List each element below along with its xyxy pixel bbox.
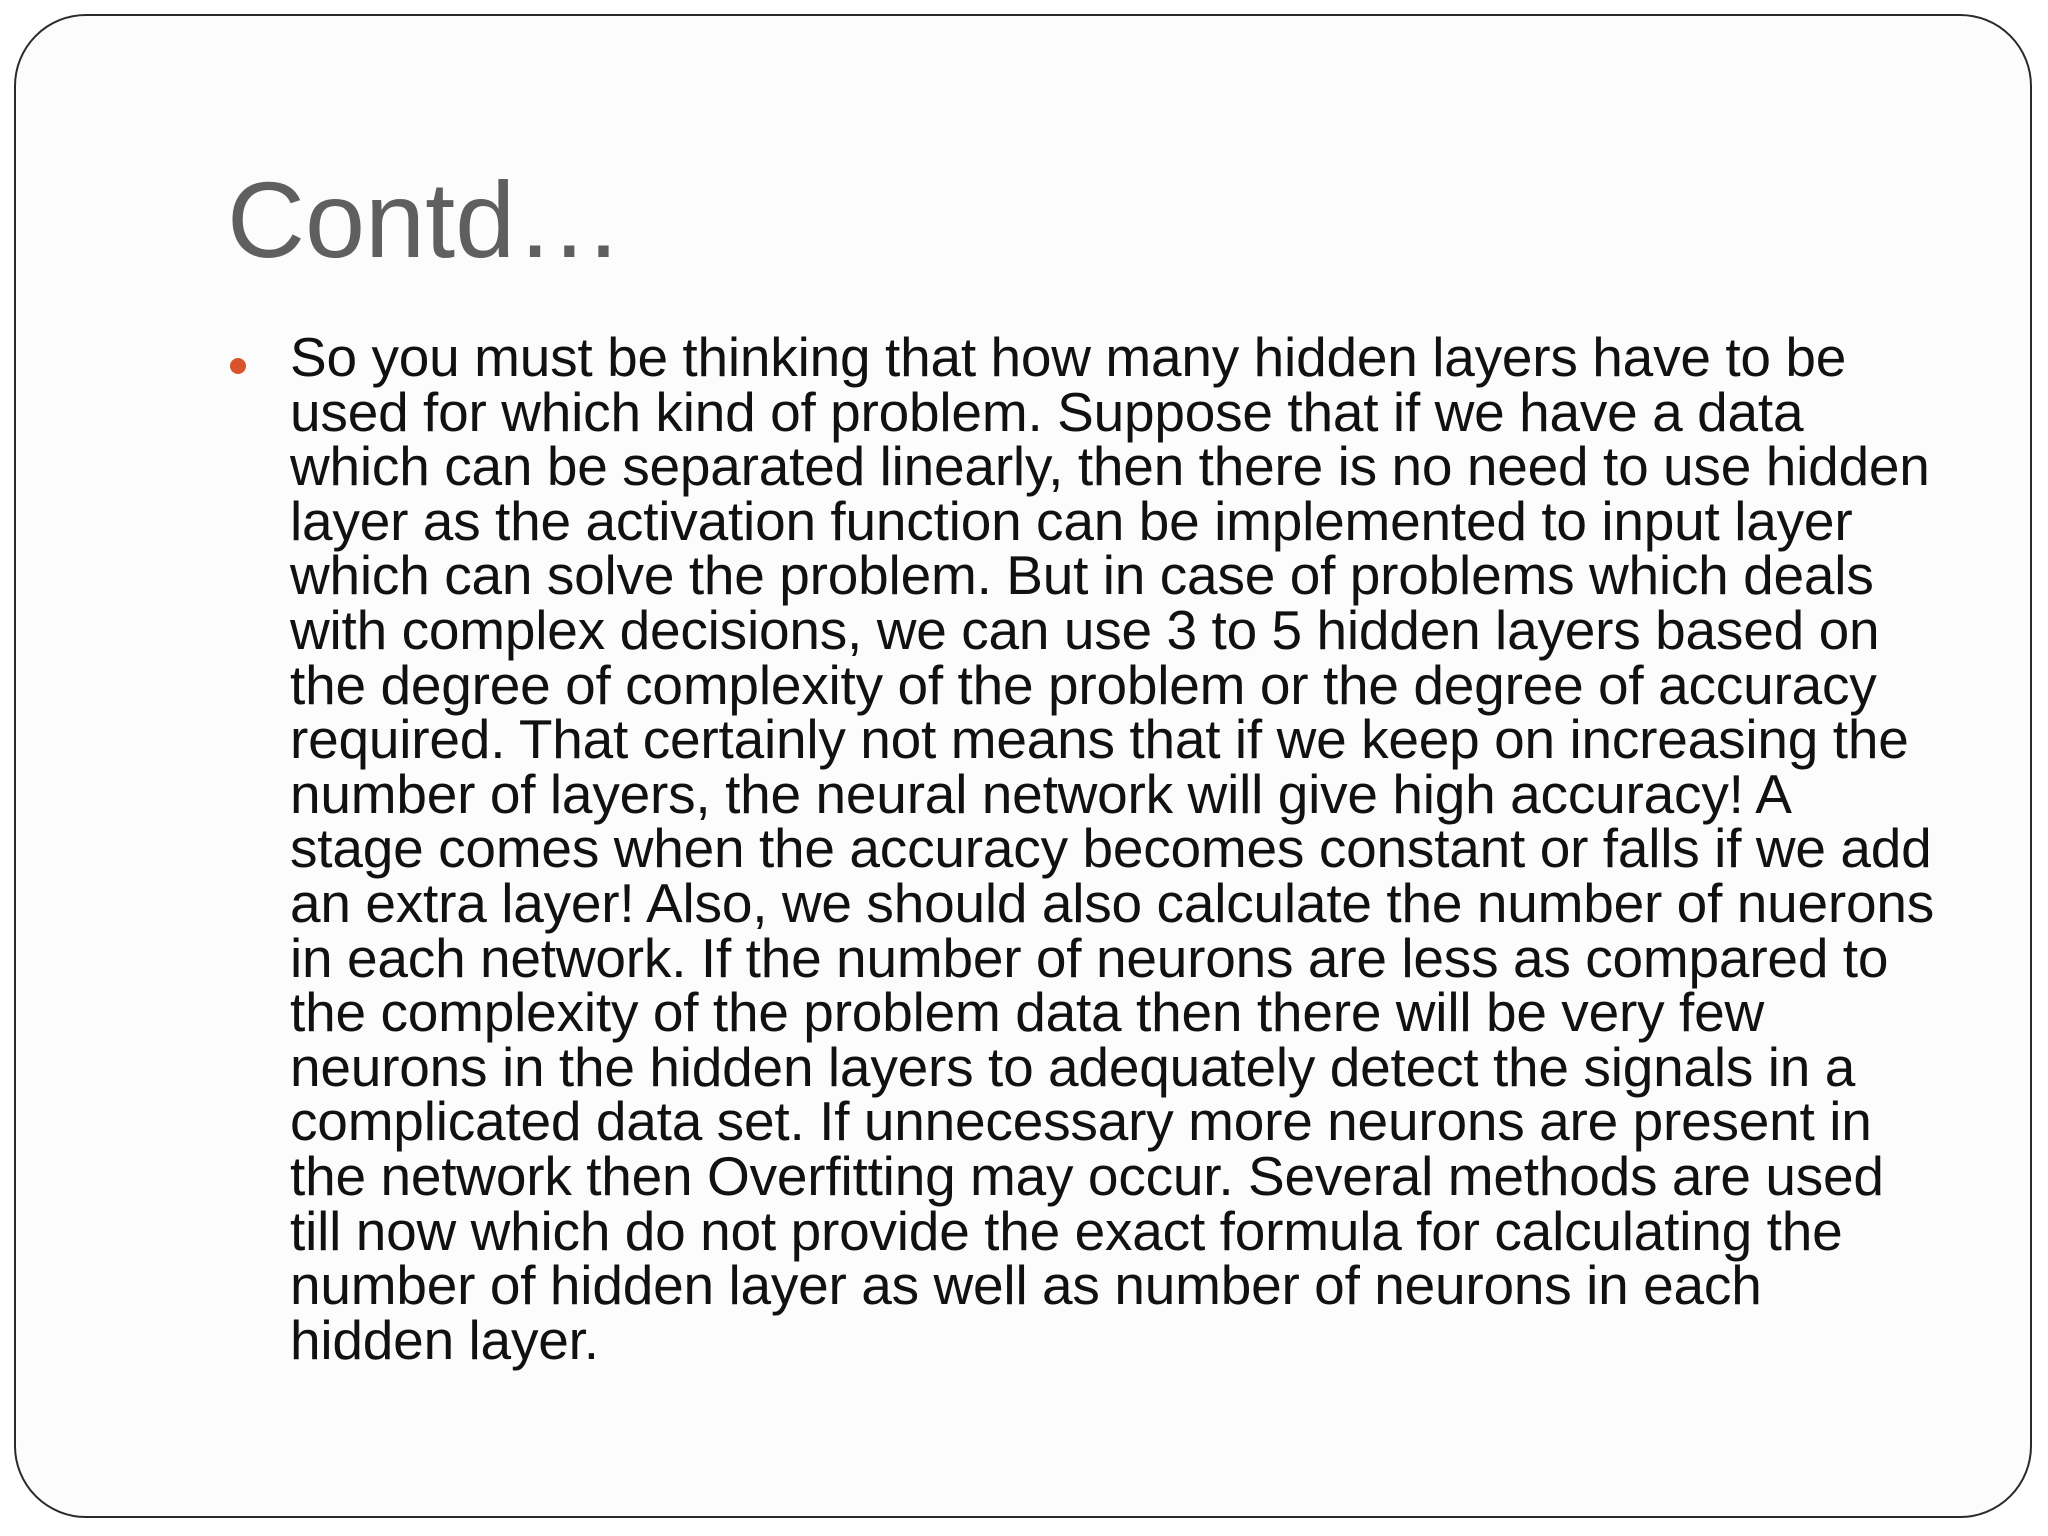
bullet-text: So you must be thinking that how many hidden layers have to be used for which kind of problem. Suppose that if we have a data which can be separated linearly, then there is no need to use hidden layer as the activation function can be implemented to input layer which can solve the problem. But in case of problems which deals with complex decisions, we can use 3 to 5 hidden layers based on the degree of complexity of the problem or the degree of accuracy required. That certainly not means that if we keep on increasing the number of layers, the neural network will give high accuracy! A stage comes when the accuracy becomes constant or falls if we add an extra layer! Also, we should also calculate the number of nuerons in each network. If the number of neurons are less as compared to the complexity of the problem data then there will be very few neurons in the hidden layers to adequately detect the signals in a complicated data set. If unnecessary more neurons are present in the network then Overfitting may occur. Several methods are used till now which do not provide the exact formula for calculating the number of hidden layer as well as number of neurons in each hidden layer.: [290, 326, 1935, 1371]
bullet-item: [226, 326, 1936, 1371]
slide: [14, 14, 2032, 1518]
slide-title: Contd…: [227, 159, 624, 280]
bullet-list: [226, 326, 1936, 1371]
bullet-dot-icon: [230, 358, 246, 374]
